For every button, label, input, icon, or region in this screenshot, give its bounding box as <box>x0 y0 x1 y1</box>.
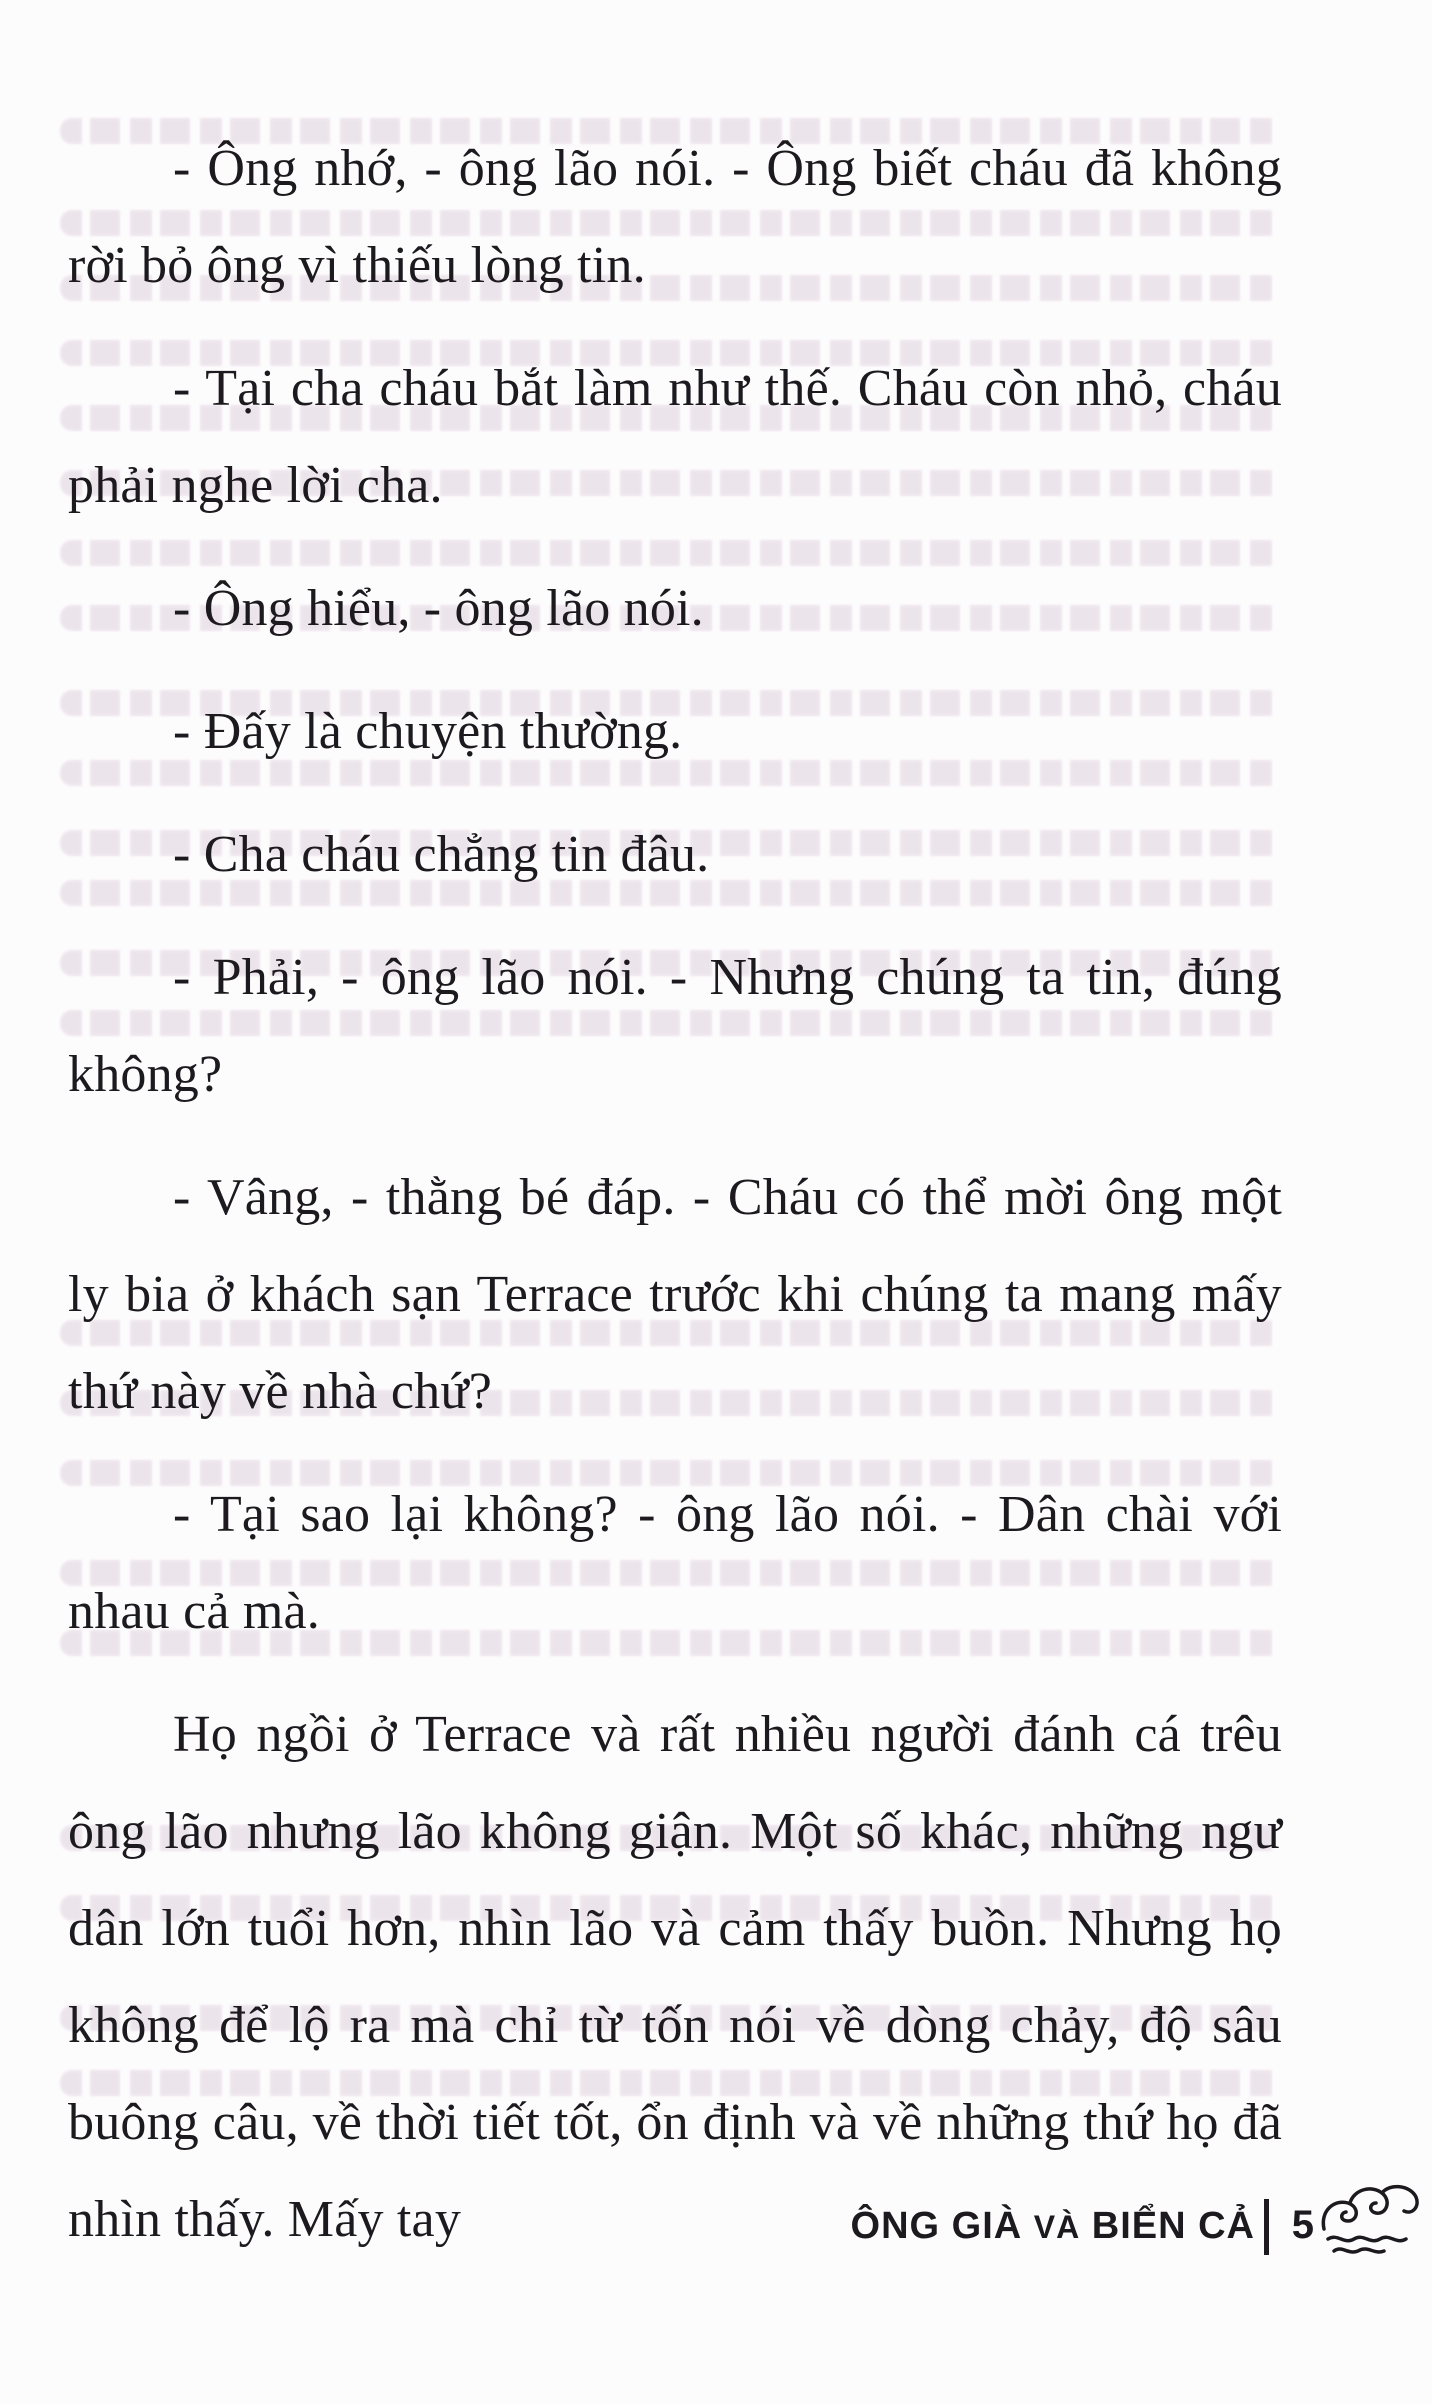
wave-icon <box>1310 2155 1430 2275</box>
page-footer <box>0 2195 1432 2295</box>
page-body <box>68 120 1282 2294</box>
narrative-paragraph: Họ ngồi ở Terrace và rất nhiều người đánh cá trêu ông lão nhưng lão không giận. Một số khác, những ngư dân lớn tuổi hơn, nhìn lão và cảm thấy buồn. Nhưng họ không để lộ ra mà chỉ từ tốn nói về dòng chảy, độ sâu buông câu, về thời tiết tốt, ổn định và về những thứ họ đã nhìn thấy. Mấy tay <box>68 1706 1282 2248</box>
dialogue-paragraph: - Vâng, - thằng bé đáp. - Cháu có thể mời ông một ly bia ở khách sạn Terrace trước khi chúng ta mang mấy thứ này về nhà chứ? <box>68 1169 1282 1420</box>
page-number: 5 <box>1291 2203 1314 2247</box>
book-title-part: BIỂN CẢ <box>1080 2205 1255 2247</box>
running-head <box>851 2205 1255 2248</box>
dialogue-paragraph: - Cha cháu chẳng tin đâu. <box>173 826 710 883</box>
dialogue-paragraph: - Ông nhớ, - ông lão nói. - Ông biết cháu đã không rời bỏ ông vì thiếu lòng tin. <box>68 140 1282 294</box>
footer-separator <box>1264 2199 1269 2255</box>
dialogue-paragraph: - Đấy là chuyện thường. <box>173 703 683 760</box>
dialogue-paragraph: - Ông hiểu, - ông lão nói. <box>173 580 704 637</box>
dialogue-paragraph: - Tại sao lại không? - ông lão nói. - Dân chài với nhau cả mà. <box>68 1486 1282 1640</box>
dialogue-paragraph: - Tại cha cháu bắt làm như thế. Cháu còn nhỏ, cháu phải nghe lời cha. <box>68 360 1282 514</box>
book-title-part: VÀ <box>1033 2209 1081 2245</box>
book-title-part: ÔNG GIÀ <box>850 2205 1034 2247</box>
dialogue-paragraph: - Phải, - ông lão nói. - Nhưng chúng ta tin, đúng không? <box>68 949 1282 1103</box>
